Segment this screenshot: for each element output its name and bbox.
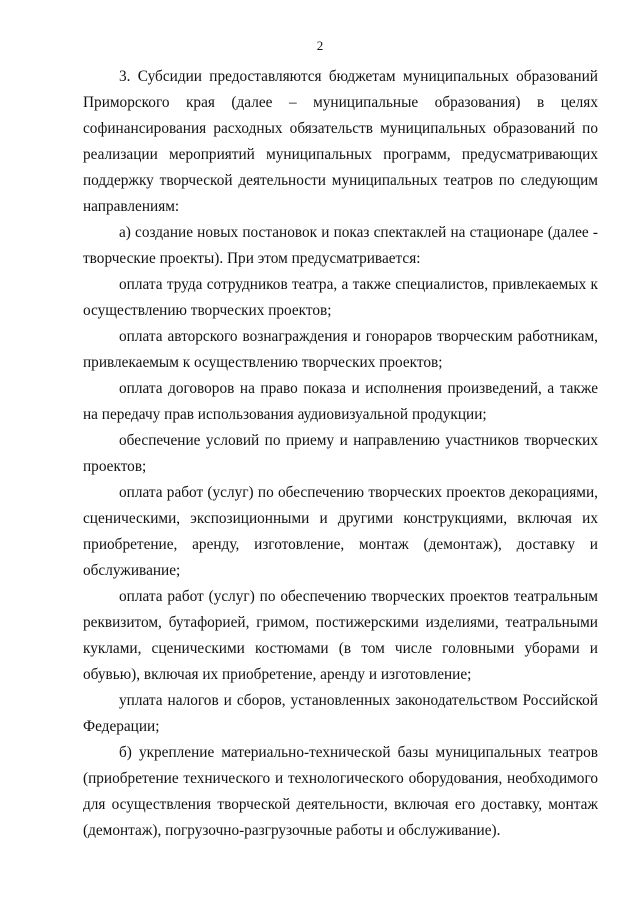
paragraph-scenery: оплата работ (услуг) по обеспечению творческих проектов декорациями, сценическими, экспозиционными и другими конструкциями, включая их приобретение, аренду, изготовление, монтаж (демонтаж), доставку и обслуживание; xyxy=(83,484,598,579)
paragraph-material-base: б) укрепление материально-технической базы муниципальных театров (приобретение технического и технологического оборудования, необходимого для осуществления творческой деятельности, включая его доставку, монтаж (демонтаж), погрузочно-разгрузочные работы и обслуживание). xyxy=(83,744,598,839)
paragraph-taxes: уплата налогов и сборов, установленных законодательством Российской Федерации; xyxy=(83,692,598,735)
page-number: 2 xyxy=(316,38,324,53)
paragraph-performance-rights: оплата договоров на право показа и исполнения произведений, а также на передачу прав использования аудиовизуальной продукции; xyxy=(83,380,598,423)
paragraph-participant-conditions: обеспечение условий по приему и направлению участников творческих проектов; xyxy=(83,432,598,475)
paragraph-creative-projects: а) создание новых постановок и показ спектаклей на стационаре (далее - творческие проекты). При этом предусматривается: xyxy=(83,224,598,267)
paragraph-staff-pay: оплата труда сотрудников театра, а также специалистов, привлекаемых к осуществлению творческих проектов; xyxy=(83,276,598,319)
paragraph-subsidies: 3. Субсидии предоставляются бюджетам муниципальных образований Приморского края (далее – муниципальные образования) в целях софинансирования расходных обязательств муниципальных образований по реализации мероприятий муниципальных программ, предусматривающих поддержку творческой деятельности муниципальных театров по следующим направлениям: xyxy=(83,68,598,215)
document-body xyxy=(83,64,598,844)
paragraph-royalties: оплата авторского вознаграждения и гонораров творческим работникам, привлекаемым к осуществлению творческих проектов; xyxy=(83,328,598,371)
paragraph-props-costumes: оплата работ (услуг) по обеспечению творческих проектов театральным реквизитом, бутафорией, гримом, постижерскими изделиями, театральными куклами, сценическими костюмами (в том числе головными уборами и обувью), включая их приобретение, аренду и изготовление; xyxy=(83,588,598,683)
